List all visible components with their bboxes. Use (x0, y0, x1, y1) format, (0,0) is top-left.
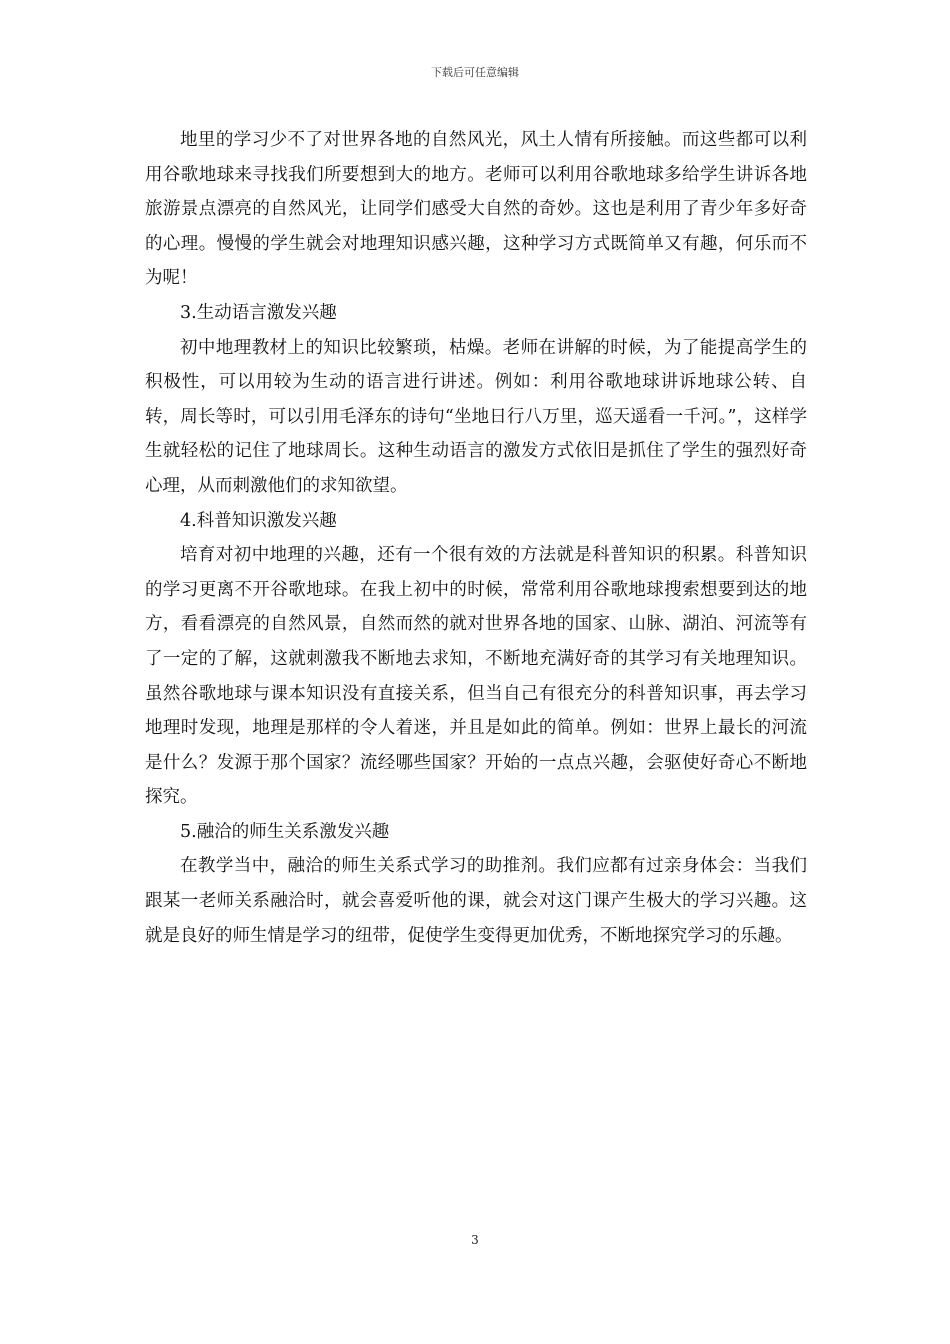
page-number: 3 (471, 1233, 479, 1247)
document-body (145, 123, 807, 953)
paragraph-vivid-language: 初中地理教材上的知识比较繁琐，枯燥。老师在讲解的时候，为了能提高学生的积极性，可以用较为生动的语言进行讲述。例如：利用谷歌地球讲诉地球公转、自转，周长等时，可以引用毛泽东的诗句“坐地日行八万里，巡天遥看一千河。”，这样学生就轻松的记住了地球周长。这种生动语言的激发方式依旧是抓住了学生的强烈好奇心理，从而刺激他们的求知欲望。 (145, 337, 807, 496)
page-header: 下载后可任意编辑 (431, 66, 519, 79)
paragraph-teacher-student: 在教学当中，融洽的师生关系式学习的助推剂。我们应都有过亲身体会：当我们跟某一老师关系融洽时，就会喜爱听他的课，就会对这门课产生极大的学习兴趣。这就是良好的师生情是学习的纽带，促使学生变得更加优秀，不断地探究学习的乐趣。 (145, 856, 807, 946)
paragraph-intro: 地里的学习少不了对世界各地的自然风光，风土人情有所接触。而这些都可以利用谷歌地球来寻找我们所要想到大的地方。老师可以利用谷歌地球多给学生讲诉各地旅游景点漂亮的自然风光，让同学们感受大自然的奇妙。这也是利用了青少年多好奇的心理。慢慢的学生就会对地理知识感兴趣，这种学习方式既简单又有趣，何乐而不为呢！ (145, 130, 807, 289)
section-heading-5: 5.融洽的师生关系激发兴趣 (180, 821, 390, 842)
section-heading-4: 4.科普知识激发兴趣 (180, 510, 337, 531)
section-heading-3: 3.生动语言激发兴趣 (180, 302, 337, 323)
paragraph-science-knowledge: 培育对初中地理的兴趣，还有一个很有效的方法就是科普知识的积累。科普知识的学习更离不开谷歌地球。在我上初中的时候，常常利用谷歌地球搜索想要到达的地方，看看漂亮的自然风景，自然而然的就对世界各地的国家、山脉、湖泊、河流等有了一定的了解，这就刺激我不断地去求知，不断地充满好奇的其学习有关地理知识。虽然谷歌地球与课本知识没有直接关系，但当自己有很充分的科普知识事，再去学习地理时发现，地理是那样的令人着迷，并且是如此的简单。例如：世界上最长的河流是什么？发源于那个国家？流经哪些国家？开始的一点点兴趣，会驱使好奇心不断地探究。 (145, 545, 807, 808)
